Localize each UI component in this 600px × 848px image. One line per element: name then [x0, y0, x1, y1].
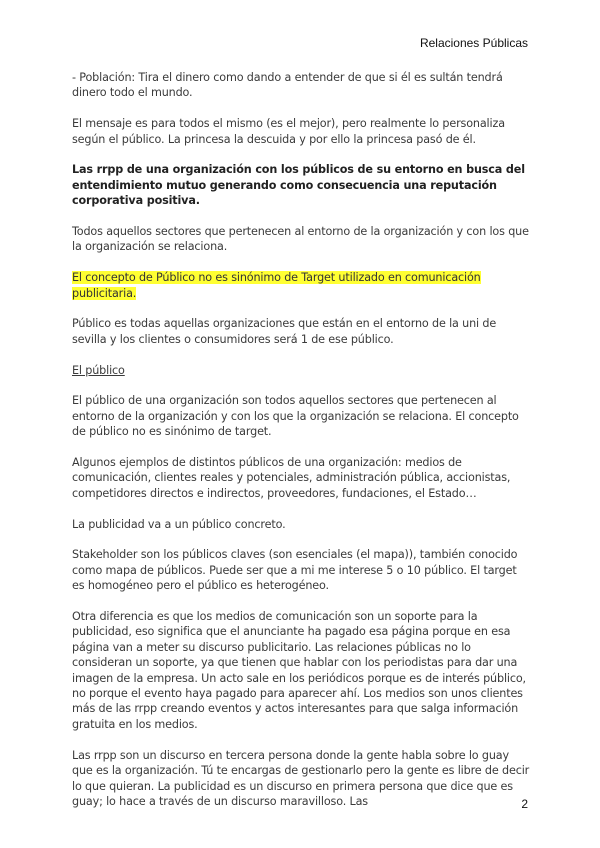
paragraph-definicion-rrpp: Las rrpp de una organización con los públicos de su entorno en busca del entendimiento mutuo generando como consecuencia una reputación corporativa positiva.	[72, 163, 525, 208]
document-body	[72, 70, 532, 825]
paragraph-publico-definicion: El público de una organización son todos aquellos sectores que pertenecen al entorno de la organización y con los que la organización se relaciona. El concepto de público no es sinónimo de target.	[72, 394, 519, 439]
paragraph-ejemplos: Algunos ejemplos de distintos públicos de una organización: medios de comunicación, clientes reales y potenciales, administración pública, accionistas, competidores directos e indirectos, proveedores, fundaciones, el Estado…	[72, 456, 511, 500]
paragraph-discurso: Las rrpp son un discurso en tercera persona donde la gente habla sobre lo guay que es la organización. Tú te encargas de gestionarlo pero la gente es libre de decir lo que quieran. La publicidad es un discurso en primera persona que dice que es guay; lo hace a través de un discurso maravilloso. Las	[72, 748, 530, 808]
paragraph-publico-uni: Público es todas aquellas organizaciones que están en el entorno de la uni de sevilla y los clientes o consumidores será 1 de ese público.	[72, 317, 497, 346]
paragraph-publicidad: La publicidad va a un público concreto.	[72, 517, 286, 531]
paragraph-highlight	[72, 270, 532, 301]
paragraph-poblacion: - Población: Tira el dinero como dando a entender de que si él es sultán tendrá dinero todo el mundo.	[72, 71, 503, 100]
paragraph-stakeholder: Stakeholder son los públicos claves (son esenciales (el mapa)), también conocido como mapa de públicos. Puede ser que a mi me interese 5 o 10 público. El target es homogéneo pero el público es heterogéneo.	[72, 548, 518, 593]
paragraph-sectores: Todos aquellos sectores que pertenecen al entorno de la organización y con los que la organización se relaciona.	[72, 225, 529, 254]
page-header-title: Relaciones Públicas	[419, 36, 528, 50]
highlighted-text: El concepto de Público no es sinónimo de Target utilizado en comunicación publicitaria.	[72, 271, 481, 300]
section-heading-text: El público	[72, 363, 125, 377]
paragraph-diferencia: Otra diferencia es que los medios de comunicación son un soporte para la publicidad, eso significa que el anunciante ha pagado esa página porque en esa página van a meter su discurso publicitario. Las relaciones públicas no lo consideran un soporte, ya que tienen que hablar con los periodistas para dar una imagen de la empresa. Un acto sale en los periódicos porque es de interés público, no porque el evento haya pagado para aparecer ahí. Los medios son unos clientes más de las rrpp creando eventos y actos interesantes para que salga información gratuita en los medios.	[72, 610, 526, 731]
page-number: 2	[521, 797, 528, 811]
paragraph-mensaje: El mensaje es para todos el mismo (es el mejor), pero realmente lo personaliza según el público. La princesa la descuida y por ello la princesa pasó de él.	[72, 117, 505, 146]
section-heading	[72, 363, 532, 378]
